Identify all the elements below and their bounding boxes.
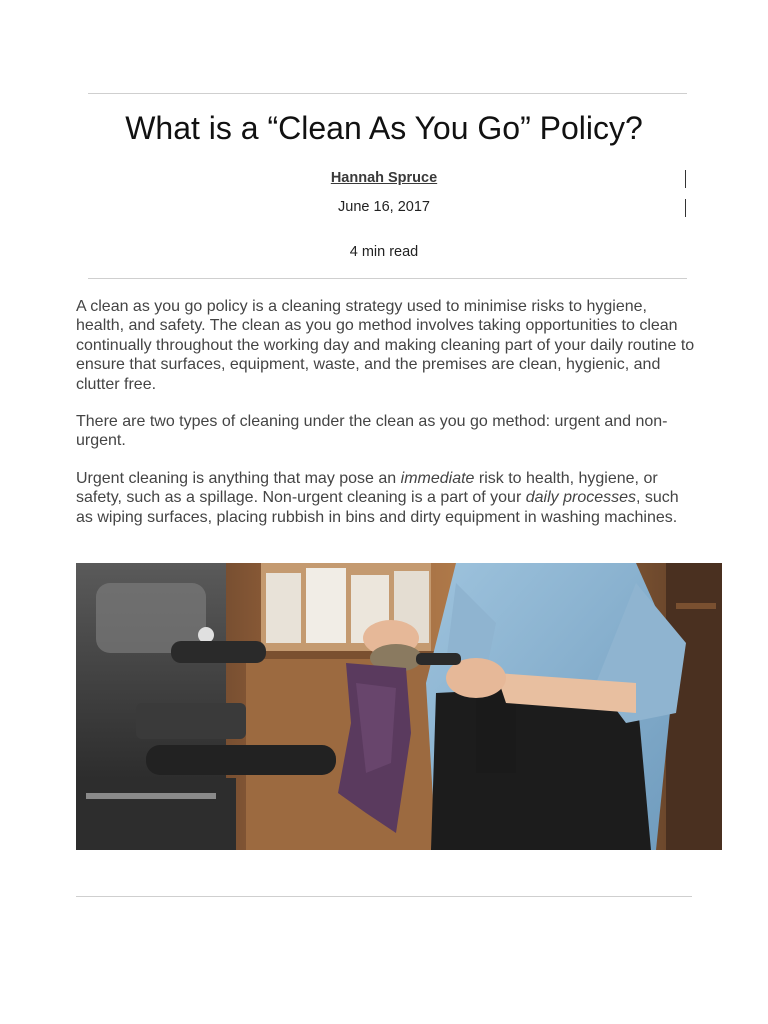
paragraph-text: risk to health, hygiene, or safety, such as a spillage. Non-urgent cleaning is a part of your [76,470,658,507]
top-divider [88,93,687,94]
paragraph-text: , such as wiping surfaces, placing rubbish in bins and dirty equipment in washing machines. [76,489,679,526]
paragraph-urgent [76,469,696,527]
emphasis-immediate: immediate [400,470,475,487]
emphasis-daily-processes: daily processes [525,489,637,507]
article-title: What is a “Clean As You Go” Policy? [125,110,643,146]
publish-date: June 16, 2017 [338,199,430,215]
article-photo [76,563,722,850]
byline-separator [685,199,686,217]
paragraph-text: Urgent cleaning is anything that may pose an [76,470,401,487]
read-time: 4 min read [349,244,419,260]
bottom-divider [76,896,692,897]
paragraph-types: There are two types of cleaning under the clean as you go method: urgent and non-urgent. [76,413,668,450]
header-divider [88,278,687,279]
author-link[interactable]: Hannah Spruce [330,170,438,186]
byline-separator [685,170,686,188]
barista-photo-illustration [76,563,722,850]
paragraph-intro: A clean as you go policy is a cleaning strategy used to minimise risks to hygiene, health, and safety. The clean as you go method involves taking opportunities to clean continually throughout the working day and making cleaning part of your daily routine to ensure that surfaces, equipment, waste, and the premises are clean, hygienic, and clutter free. [76,298,695,393]
